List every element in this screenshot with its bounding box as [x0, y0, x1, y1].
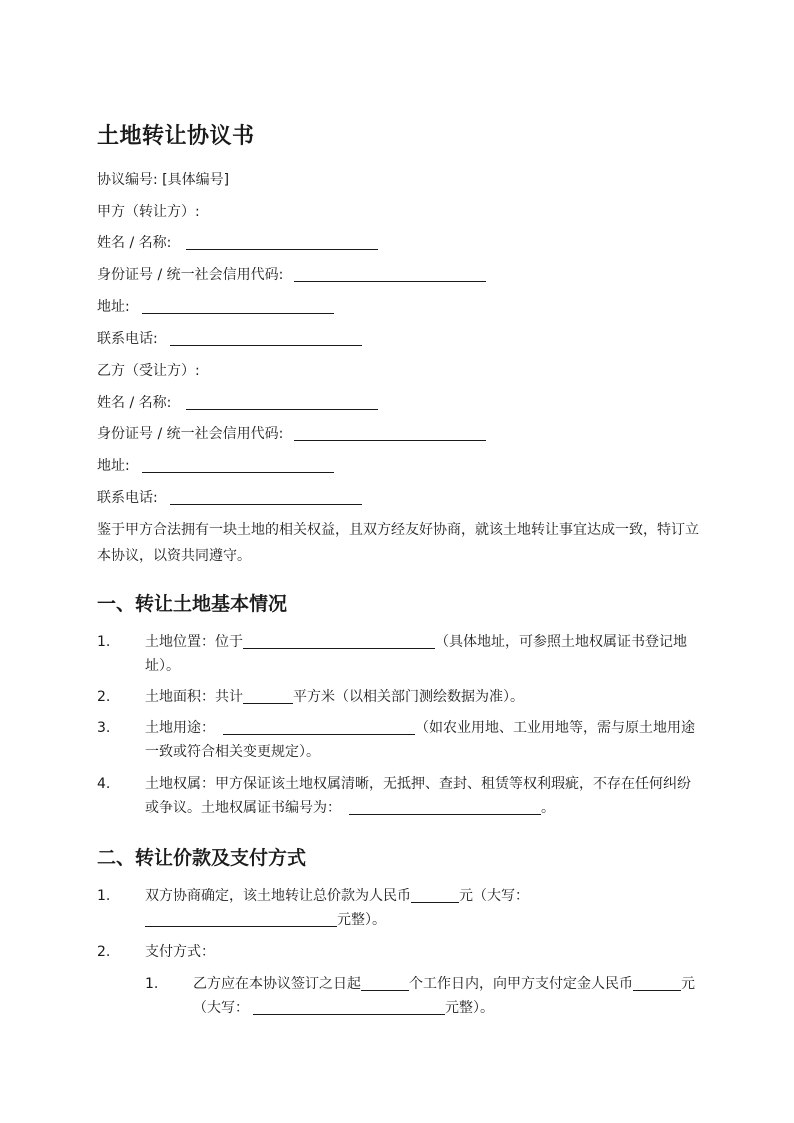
party-a-address-label: 地址: — [97, 299, 130, 315]
item-text: 土地位置：位于 — [145, 634, 243, 650]
party-b-phone-blank[interactable] — [170, 490, 362, 505]
party-b-id-label: 身份证号 / 统一社会信用代码: — [97, 426, 284, 442]
party-b-address-row — [97, 456, 334, 476]
party-a-name-row — [97, 233, 378, 253]
agreement-number-label: 协议编号: — [97, 172, 158, 188]
party-b-name-blank[interactable] — [186, 395, 378, 410]
party-b-id-row — [97, 424, 486, 444]
section-1-item-4 — [97, 772, 702, 820]
section-1-item-1 — [97, 630, 702, 678]
page-title: 土地转让协议书 — [97, 124, 255, 149]
total-price-blank[interactable] — [411, 888, 459, 903]
list-number: 1. — [145, 976, 159, 992]
list-number: 2. — [97, 944, 111, 960]
item-text: 元整）。 — [445, 1000, 494, 1016]
section-1-item-2 — [97, 685, 702, 709]
item-text: 元整）。 — [337, 912, 386, 928]
section-1-heading: 一、转让土地基本情况 — [97, 593, 288, 615]
section-2-subitem-1 — [97, 972, 702, 1020]
party-a-phone-label: 联系电话: — [97, 331, 158, 347]
item-text: 土地用途： — [145, 720, 215, 736]
deposit-words-blank[interactable] — [253, 1000, 445, 1015]
land-area-blank[interactable] — [243, 689, 293, 704]
section-2-heading: 二、转让价款及支付方式 — [97, 847, 307, 869]
item-text: 平方米（以相关部门测绘数据为准）。 — [293, 689, 524, 705]
list-number: 1. — [97, 634, 111, 650]
deposit-days-blank[interactable] — [361, 976, 409, 991]
party-a-address-blank[interactable] — [142, 299, 334, 314]
item-text: （如农业用地、工业用地等，需与原土地用途一致或符合相关变更规定）。 — [145, 720, 695, 760]
party-b-address-label: 地址: — [97, 458, 130, 474]
item-text: 土地面积：共计 — [145, 689, 243, 705]
party-b-phone-row — [97, 488, 362, 508]
item-text: 元（大写： — [193, 976, 695, 1016]
preamble-paragraph: 鉴于甲方合法拥有一块土地的相关权益，且双方经友好协商，就该土地转让事宜达成一致，特订立本协议，以资共同遵守。 — [97, 522, 699, 564]
item-text: 土地权属：甲方保证该土地权属清晰，无抵押、查封、租赁等权利瑕疵，不存在任何纠纷或争议。土地权属证书编号为： — [145, 776, 691, 816]
party-a-id-label: 身份证号 / 统一社会信用代码: — [97, 267, 284, 283]
land-location-blank[interactable] — [243, 634, 435, 649]
item-text: 个工作日内，向甲方支付定金人民币 — [409, 976, 633, 992]
list-number: 3. — [97, 720, 111, 736]
party-b-name-row — [97, 393, 378, 413]
item-text: 双方协商确定，该土地转让总价款为人民币 — [145, 888, 411, 904]
party-a-id-blank[interactable] — [294, 267, 486, 282]
party-a-address-row — [97, 297, 334, 317]
land-use-blank[interactable] — [223, 720, 415, 735]
agreement-number — [97, 170, 229, 190]
party-a-id-row — [97, 265, 486, 285]
item-text: 支付方式： — [145, 944, 215, 960]
total-price-words-blank[interactable] — [145, 912, 337, 927]
agreement-number-value: [具体编号] — [162, 172, 230, 188]
section-2-item-1 — [97, 884, 702, 932]
list-number: 2. — [97, 689, 111, 705]
party-b-name-label: 姓名 / 名称: — [97, 395, 172, 411]
party-b-address-blank[interactable] — [142, 458, 334, 473]
party-a-heading: 甲方（转让方）: — [97, 204, 200, 220]
list-number: 4. — [97, 776, 111, 792]
party-b-heading: 乙方（受让方）: — [97, 363, 200, 379]
deposit-amount-blank[interactable] — [633, 976, 681, 991]
party-a-phone-row — [97, 329, 362, 349]
section-2-item-2 — [97, 940, 702, 964]
item-text: 。 — [541, 800, 555, 816]
item-text: 乙方应在本协议签订之日起 — [193, 976, 361, 992]
item-text: （具体地址，可参照土地权属证书登记地址）。 — [145, 634, 687, 674]
party-b-id-blank[interactable] — [294, 426, 486, 441]
party-a-name-label: 姓名 / 名称: — [97, 235, 172, 251]
section-1-item-3 — [97, 716, 702, 764]
list-number: 1. — [97, 888, 111, 904]
party-a-phone-blank[interactable] — [170, 331, 362, 346]
title-certificate-no-blank[interactable] — [349, 800, 541, 815]
item-text: 元（大写： — [459, 888, 529, 904]
party-a-name-blank[interactable] — [186, 235, 378, 250]
party-b-phone-label: 联系电话: — [97, 490, 158, 506]
